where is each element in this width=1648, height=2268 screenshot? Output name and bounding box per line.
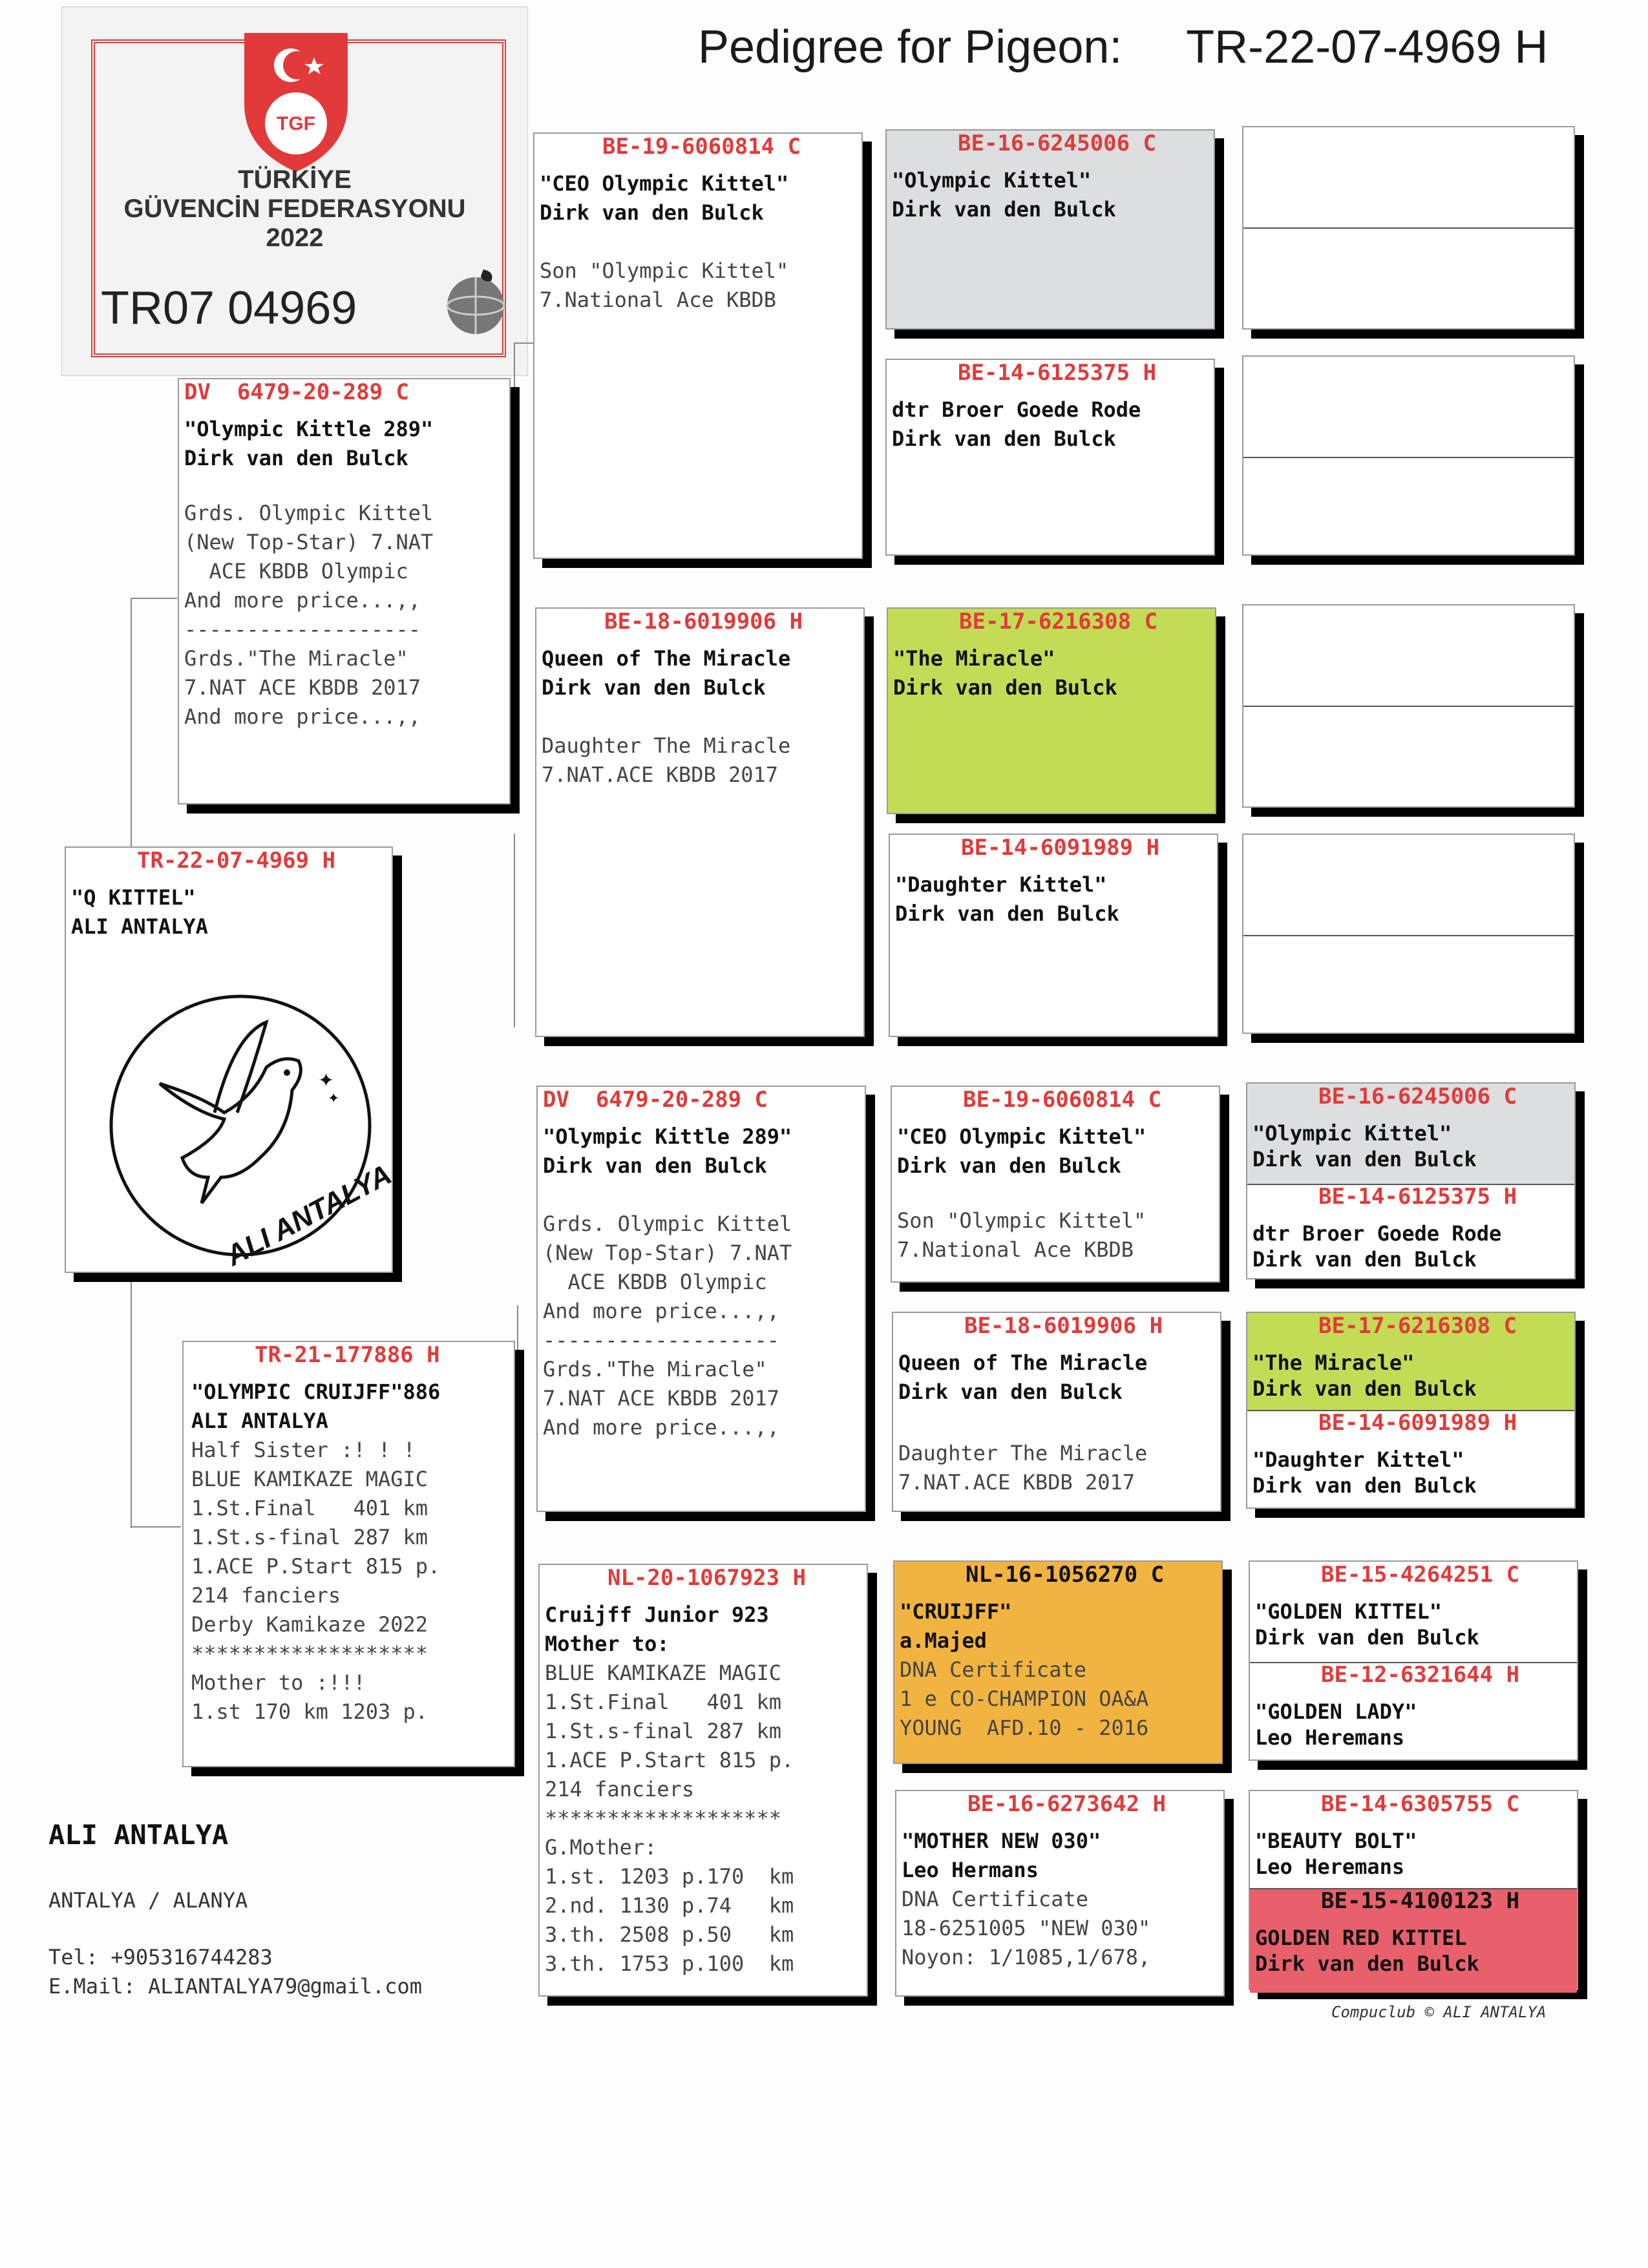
note-line: ACE KBDB Olympic xyxy=(543,1270,767,1294)
owner-name: Dirk van den Bulck xyxy=(1255,1951,1479,1976)
dam-dam-card[interactable] xyxy=(538,1564,868,1997)
ring-number: BE-19-6060814 C xyxy=(602,134,801,160)
note-line: YOUNG AFD.10 - 2016 xyxy=(900,1716,1149,1740)
pigeon-name: "Olympic Kittle 289" xyxy=(184,417,434,441)
note-line: ******************* xyxy=(545,1806,782,1831)
pigeon-name: "Olympic Kittel" xyxy=(1252,1121,1452,1146)
note-line: Mother to :!!! xyxy=(191,1670,366,1695)
note-line: (New Top-Star) 7.NAT xyxy=(184,530,434,554)
pigeon-name: "CEO Olympic Kittel" xyxy=(897,1124,1146,1149)
note-line: 1.St.s-final 287 km xyxy=(191,1525,428,1549)
owner-name: Dirk van den Bulck xyxy=(1252,1376,1477,1401)
owner-name: Leo Heremans xyxy=(1255,1854,1405,1879)
pigeon-name: "MOTHER NEW 030" xyxy=(902,1829,1101,1853)
owner-name: ALI ANTALYA xyxy=(71,914,208,939)
great-grandparents-card[interactable] xyxy=(1249,1790,1578,1990)
note-line: And more price...,, xyxy=(184,704,421,729)
svg-text:✦: ✦ xyxy=(328,1090,340,1106)
sire-sire-card[interactable] xyxy=(533,132,863,559)
ring-number: BE-18-6019906 H xyxy=(604,609,803,635)
dam-sire-sire-card[interactable] xyxy=(891,1086,1220,1283)
federation-shield-icon xyxy=(231,26,361,175)
owner-name: Dirk van den Bulck xyxy=(892,197,1116,222)
note-line: Grds."The Miracle" xyxy=(543,1357,767,1381)
owner-name: Dirk van den Bulck xyxy=(893,675,1117,700)
dam-dam-sire-card[interactable] xyxy=(893,1560,1223,1764)
owner-name: Dirk van den Bulck xyxy=(1252,1247,1477,1272)
owner-name: ALI ANTALYA xyxy=(191,1409,328,1433)
owner-name: Leo Hermans xyxy=(902,1858,1039,1882)
owner-name: Mother to: xyxy=(545,1632,670,1656)
owner-name: a.Majed xyxy=(900,1628,987,1653)
owner-name-heading: ALI ANTALYA xyxy=(48,1819,229,1851)
owner-name: Leo Heremans xyxy=(1255,1725,1405,1750)
note-line: ACE KBDB Olympic xyxy=(184,559,408,583)
note-line: Son "Olympic Kittel" xyxy=(540,258,789,283)
ring-number: BE-14-6125375 H xyxy=(1318,1184,1517,1210)
owner-name: Dirk van den Bulck xyxy=(1252,1473,1477,1498)
note-line: DNA Certificate xyxy=(900,1657,1086,1682)
ring-number: BE-15-4100123 H xyxy=(1321,1888,1520,1914)
dam-sire-card[interactable] xyxy=(536,1086,866,1512)
pigeon-name: GOLDEN RED KITTEL xyxy=(1255,1926,1467,1950)
note-line: 2.nd. 1130 p.74 km xyxy=(545,1893,794,1918)
ring-number: DV 6479-20-289 C xyxy=(543,1087,768,1113)
title-ring: TR-22-07-4969 H xyxy=(1186,21,1548,73)
pigeon-name: "Q KITTEL" xyxy=(71,885,196,910)
ring-number: BE-17-6216308 C xyxy=(959,609,1158,635)
stamp-line2: GÜVENCİN FEDERASYONU xyxy=(123,194,466,223)
owner-city: ANTALYA / ALANYA xyxy=(48,1888,248,1913)
note-line: BLUE KAMIKAZE MAGIC xyxy=(545,1661,782,1685)
note-line: And more price...,, xyxy=(184,588,421,613)
note-line: 7.NAT ACE KBDB 2017 xyxy=(184,675,421,700)
ring-number: BE-12-6321644 H xyxy=(1321,1662,1520,1688)
pigeon-name: Queen of The Miracle xyxy=(542,646,791,671)
dam-card[interactable] xyxy=(182,1341,515,1767)
empty-ancestor-card[interactable] xyxy=(1242,126,1575,330)
note-line: 1.st 170 km 1203 p. xyxy=(191,1699,428,1724)
note-line: Grds. Olympic Kittel xyxy=(184,501,434,525)
connector xyxy=(869,711,871,943)
note-line: BLUE KAMIKAZE MAGIC xyxy=(191,1467,428,1491)
subject-card[interactable] xyxy=(65,846,397,1273)
sire-dam-dam-card[interactable] xyxy=(889,834,1218,1037)
ring-number: DV 6479-20-289 C xyxy=(184,379,409,405)
sire-card[interactable] xyxy=(178,378,511,804)
ring-number: NL-20-1067923 H xyxy=(607,1565,807,1591)
note-line: 1.St.s-final 287 km xyxy=(545,1719,782,1743)
connector xyxy=(131,1526,181,1528)
note-line: 7.NAT.ACE KBDB 2017 xyxy=(542,762,779,787)
pigeon-name: Cruijff Junior 923 xyxy=(545,1602,769,1627)
ring-number: BE-16-6245006 C xyxy=(958,131,1157,156)
pigeon-name: "The Miracle" xyxy=(893,646,1055,671)
svg-text:ALI ANTALYA: ALI ANTALYA xyxy=(220,1159,397,1272)
ring-number: TR-21-177886 H xyxy=(255,1342,440,1368)
note-line: 7.NAT ACE KBDB 2017 xyxy=(543,1386,780,1411)
owner-email[interactable]: E.Mail: ALIANTALYA79@gmail.com xyxy=(48,1974,422,1999)
ring-number: BE-14-6305755 C xyxy=(1321,1791,1520,1817)
note-line: 7.National Ace KBDB xyxy=(897,1237,1134,1262)
ring-number: BE-19-6060814 C xyxy=(963,1087,1162,1113)
note-line: 1 e CO-CHAMPION OA&A xyxy=(900,1686,1149,1711)
note-line: 3.th. 1753 p.100 km xyxy=(545,1951,794,1976)
note-line: And more price...,, xyxy=(543,1299,780,1323)
sire-dam-card[interactable] xyxy=(535,607,865,1037)
ring-number: BE-17-6216308 C xyxy=(1318,1313,1517,1339)
note-line: Half Sister :! ! ! xyxy=(191,1438,416,1462)
pigeon-name: "The Miracle" xyxy=(1252,1350,1415,1375)
pigeon-name: dtr Broer Goede Rode xyxy=(892,397,1141,422)
sire-dam-sire-card[interactable] xyxy=(887,607,1216,814)
owner-name: Dirk van den Bulck xyxy=(542,675,766,700)
owner-name: Dirk van den Bulck xyxy=(892,426,1116,451)
globe-icon xyxy=(437,266,514,337)
note-line: (New Top-Star) 7.NAT xyxy=(543,1241,792,1265)
ring-number: TR-22-07-4969 H xyxy=(137,848,336,874)
note-line: Son "Olympic Kittel" xyxy=(897,1208,1146,1233)
empty-ancestor-card[interactable] xyxy=(1242,355,1575,556)
owner-name: Dirk van den Bulck xyxy=(540,200,764,225)
note-line: ******************* xyxy=(191,1641,428,1666)
owner-name: Dirk van den Bulck xyxy=(1255,1625,1479,1650)
note-line: ------------------- xyxy=(184,617,421,642)
owner-name: Dirk van den Bulck xyxy=(184,446,408,470)
great-grandparents-card[interactable] xyxy=(1246,1082,1576,1279)
great-grandparents-card[interactable] xyxy=(1249,1560,1578,1761)
note-line: 1.ACE P.Start 815 p. xyxy=(545,1748,794,1772)
note-line: 18-6251005 "NEW 030" xyxy=(902,1916,1151,1940)
pigeon-name: "GOLDEN LADY" xyxy=(1255,1699,1417,1724)
ring-number: BE-16-6245006 C xyxy=(1318,1084,1517,1109)
connector xyxy=(131,598,132,850)
owner-name: Dirk van den Bulck xyxy=(1252,1147,1477,1171)
owner-tel[interactable]: Tel: +905316744283 xyxy=(48,1945,273,1969)
federation-stamp xyxy=(61,6,528,376)
note-line: DNA Certificate xyxy=(902,1887,1088,1911)
pigeon-name: "GOLDEN KITTEL" xyxy=(1255,1599,1442,1624)
note-line: 1.St.Final 401 km xyxy=(545,1690,782,1714)
stamp-line1: TÜRKİYE xyxy=(238,165,352,194)
title-text: Pedigree for Pigeon: xyxy=(698,21,1123,73)
pigeon-name: "Daughter Kittel" xyxy=(1252,1447,1464,1472)
connector xyxy=(517,1305,518,1686)
pigeon-name: "BEAUTY BOLT" xyxy=(1255,1829,1417,1853)
connector xyxy=(514,834,515,1027)
pigeon-name: "Daughter Kittel" xyxy=(895,872,1107,897)
note-line: Grds. Olympic Kittel xyxy=(543,1212,792,1236)
ring-number: BE-15-4264251 C xyxy=(1321,1562,1520,1588)
note-line: 214 fanciers xyxy=(191,1583,341,1608)
sire-sire-sire-card[interactable] xyxy=(885,129,1215,330)
ring-number: BE-16-6273642 H xyxy=(967,1791,1167,1817)
note-line: Derby Kamikaze 2022 xyxy=(191,1612,428,1637)
ring-number: NL-16-1056270 C xyxy=(966,1562,1165,1588)
note-line: 7.NAT.ACE KBDB 2017 xyxy=(898,1470,1136,1495)
empty-ancestor-card[interactable] xyxy=(1242,834,1575,1034)
note-line: And more price...,, xyxy=(543,1415,780,1440)
note-line: ------------------- xyxy=(543,1328,780,1352)
note-line: 1.ACE P.Start 815 p. xyxy=(191,1554,441,1579)
connector xyxy=(514,342,533,344)
pigeon-name: "Olympic Kittel" xyxy=(892,168,1092,193)
svg-text:✦: ✦ xyxy=(318,1070,335,1091)
empty-ancestor-card[interactable] xyxy=(1242,604,1575,808)
note-line: Noyon: 1/1085,1/678, xyxy=(902,1945,1151,1969)
note-line: 214 fanciers xyxy=(545,1777,695,1801)
note-line: Daughter The Miracle xyxy=(542,733,791,758)
connector xyxy=(869,213,871,452)
stamp-number: TR07 04969 xyxy=(101,282,357,334)
owner-name: Dirk van den Bulck xyxy=(898,1380,1123,1404)
note-line: Daughter The Miracle xyxy=(898,1441,1148,1465)
pigeon-name: "Olympic Kittle 289" xyxy=(543,1124,792,1149)
note-line: Grds."The Miracle" xyxy=(184,646,408,671)
stamp-line3: 2022 xyxy=(266,224,324,252)
owner-name: Dirk van den Bulck xyxy=(897,1153,1121,1178)
sire-sire-dam-card[interactable] xyxy=(885,359,1215,556)
note-line: G.Mother: xyxy=(545,1835,657,1860)
note-line: 1.St.Final 401 km xyxy=(191,1496,428,1520)
svg-text:TGF: TGF xyxy=(277,113,315,134)
dam-sire-dam-card[interactable] xyxy=(892,1312,1221,1512)
dove-logo-icon xyxy=(105,983,397,1272)
owner-name: Dirk van den Bulck xyxy=(543,1153,767,1178)
ring-number: BE-14-6091989 H xyxy=(961,835,1160,861)
pigeon-name: dtr Broer Goede Rode xyxy=(1252,1221,1502,1246)
owner-name: Dirk van den Bulck xyxy=(895,901,1119,926)
pigeon-name: "OLYMPIC CRUIJFF"886 xyxy=(191,1380,441,1404)
connector xyxy=(514,342,515,685)
pigeon-name: Queen of The Miracle xyxy=(898,1350,1148,1375)
credit-text: Compuclub © ALI ANTALYA xyxy=(1331,2003,1547,2021)
note-line: 1.st. 1203 p.170 km xyxy=(545,1864,794,1889)
pigeon-name: "CEO Olympic Kittel" xyxy=(540,171,789,196)
page-title xyxy=(698,21,1603,74)
note-line: 3.th. 2508 p.50 km xyxy=(545,1922,794,1947)
dam-dam-dam-card[interactable] xyxy=(895,1790,1225,1997)
ring-number: BE-14-6091989 H xyxy=(1318,1410,1517,1436)
ring-number: BE-14-6125375 H xyxy=(958,360,1157,386)
connector xyxy=(131,598,177,599)
ring-number: BE-18-6019906 H xyxy=(964,1313,1163,1339)
connector xyxy=(131,1276,132,1528)
note-line: 7.National Ace KBDB xyxy=(540,288,777,312)
pigeon-name: "CRUIJFF" xyxy=(900,1599,1012,1624)
great-grandparents-card[interactable] xyxy=(1246,1312,1576,1509)
